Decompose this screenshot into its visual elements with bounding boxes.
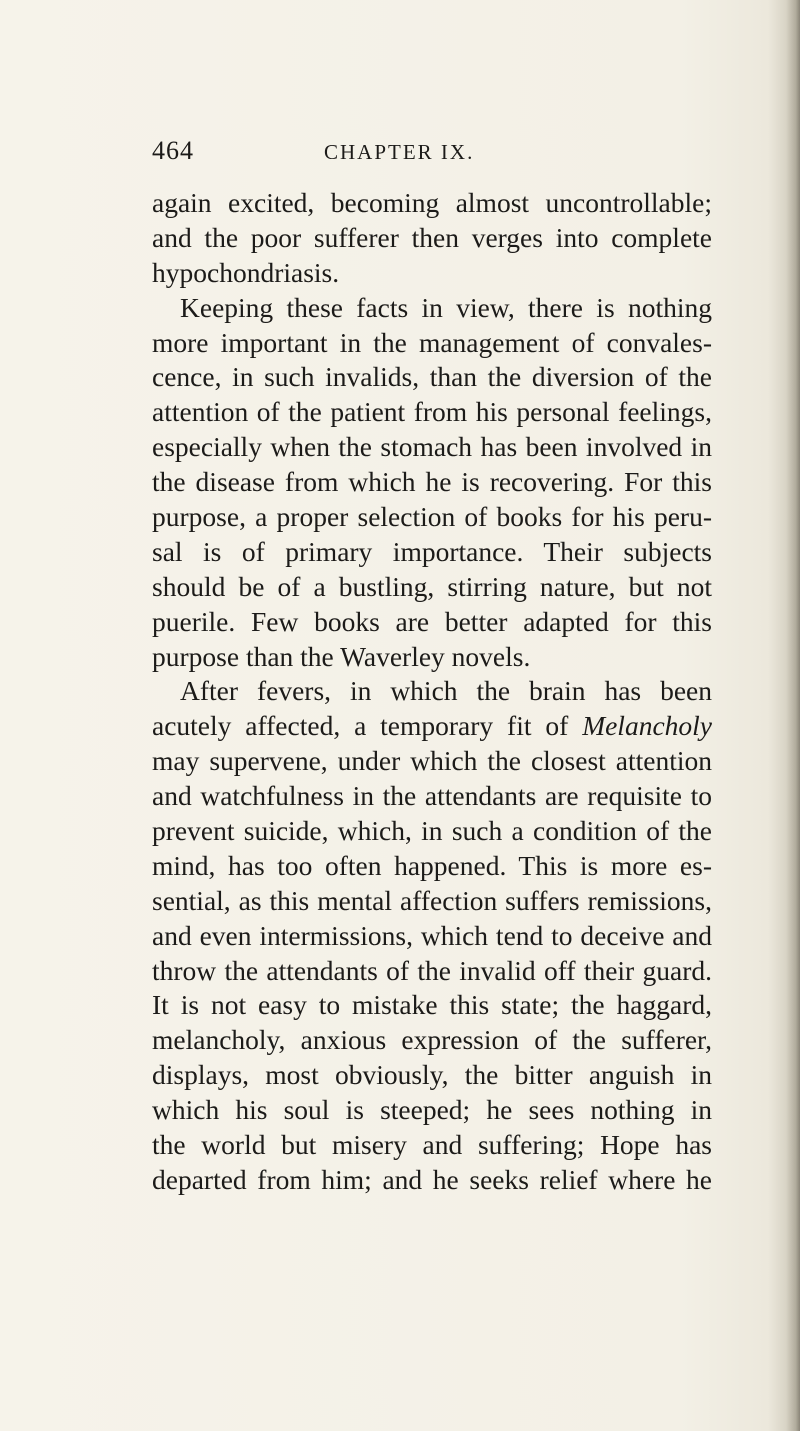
- text-line: attention of the patient from his personal feelings,: [152, 396, 712, 428]
- text-line: hypochondriasis.: [152, 256, 340, 288]
- text-line: especially when the stomach has been involved in: [152, 431, 712, 463]
- text-line: puerile. Few books are better adapted for this: [152, 605, 712, 637]
- page-header: [152, 136, 712, 176]
- text-line: Keeping these facts in view, there is nothing: [180, 291, 712, 323]
- italic-term: Melancholy: [582, 710, 712, 742]
- text-line: melancholy, anxious expression of the sufferer,: [152, 1024, 712, 1056]
- text-line: again excited, becoming almost uncontrollable;: [152, 187, 712, 218]
- body-text: [152, 186, 712, 1198]
- text-line: cence, in such invalids, than the diversion of the: [152, 361, 712, 393]
- text-segment: acutely affected, a temporary fit of: [152, 710, 583, 742]
- text-line: and the poor sufferer then verges into complete: [152, 221, 712, 253]
- page-edge-shadow: [786, 0, 800, 1431]
- text-line: purpose, a proper selection of books for his peru-: [152, 501, 712, 533]
- text-line: purpose than the Waverley novels.: [152, 640, 531, 672]
- text-line: sential, as this mental affection suffers remissions,: [152, 884, 712, 916]
- text-line-with-italic: [152, 709, 712, 744]
- running-head: CHAPTER IX.: [324, 140, 475, 164]
- text-line: sal is of primary importance. Their subjects: [152, 535, 712, 567]
- text-line: which his soul is steeped; he sees nothing in: [152, 1094, 712, 1126]
- text-line: and watchfulness in the attendants are requisite to: [152, 780, 712, 812]
- text-line: and even intermissions, which tend to deceive and: [152, 919, 712, 951]
- text-line: departed from him; and he seeks relief where he: [152, 1163, 712, 1195]
- page-number: 464: [152, 136, 194, 165]
- text-line: mind, has too often happened. This is more es-: [152, 849, 712, 881]
- text-line: should be of a bustling, stirring nature, but not: [152, 570, 712, 602]
- text-line: After fevers, in which the brain has been: [180, 675, 712, 707]
- text-line: may supervene, under which the closest attention: [152, 745, 712, 777]
- text-line: the world but misery and suffering; Hope has: [152, 1129, 712, 1161]
- text-line: the disease from which he is recovering. For this: [152, 466, 712, 498]
- text-line: displays, most obviously, the bitter anguish in: [152, 1059, 712, 1091]
- text-line: more important in the management of convales-: [152, 326, 712, 358]
- text-line: throw the attendants of the invalid off their guard.: [152, 954, 712, 986]
- text-line: prevent suicide, which, in such a condition of the: [152, 815, 712, 847]
- text-line: It is not easy to mistake this state; the haggard,: [152, 989, 712, 1021]
